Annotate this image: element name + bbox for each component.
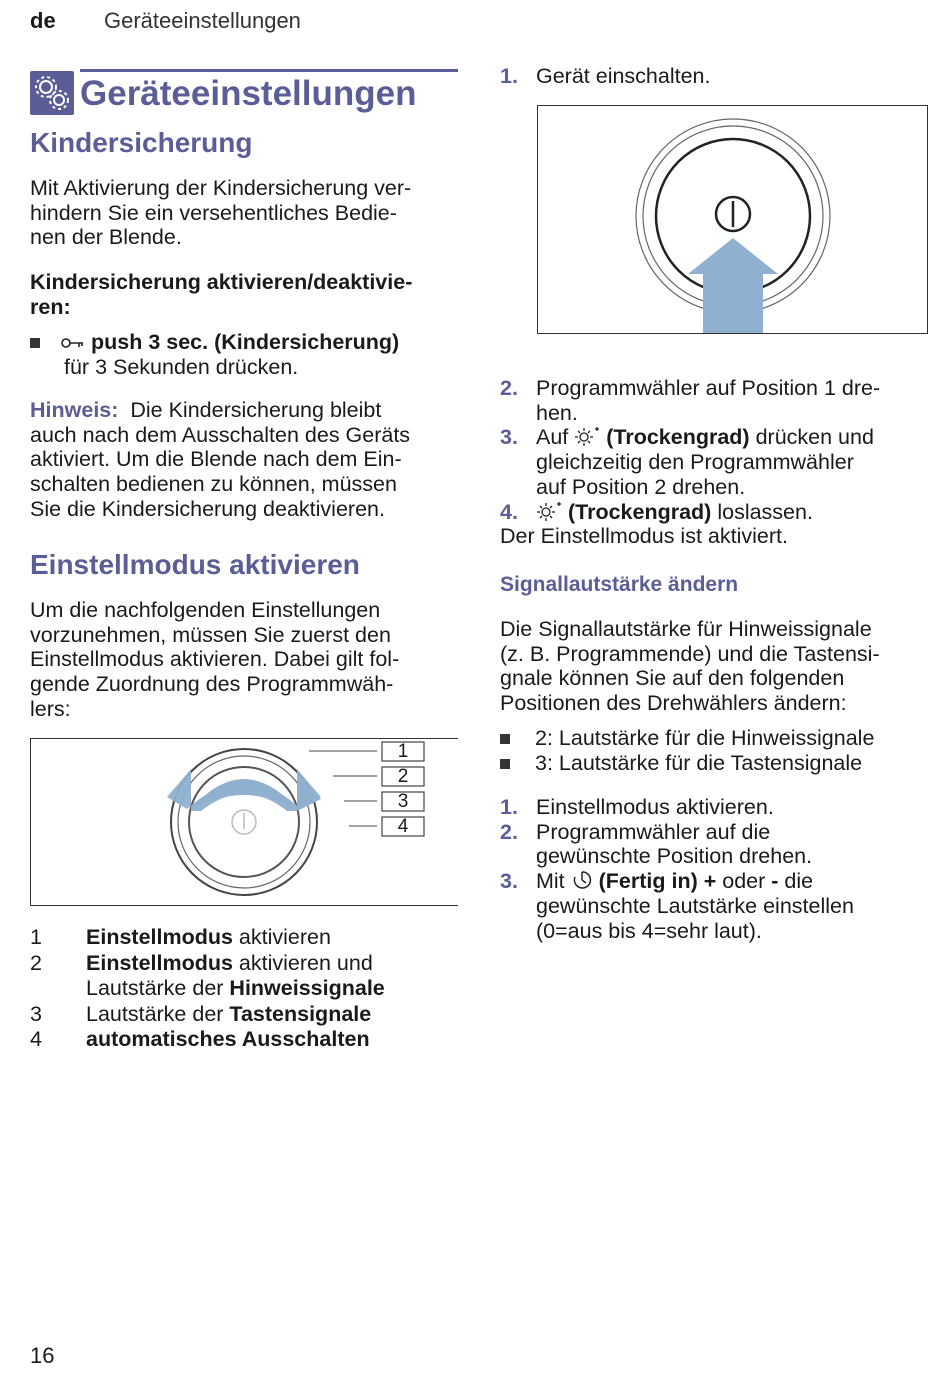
sun-plus-icon (536, 500, 562, 524)
key-icon (61, 330, 85, 354)
kindersicherung-bullet: push 3 sec. (Kindersicherung) für 3 Sekunden drücken. (30, 330, 399, 379)
heading-kindersicherung: Kindersicherung (30, 127, 253, 158)
heading-signallautstaerke: Signallautstärke ändern (500, 573, 739, 596)
legend-item: 3 Lautstärke der Tastensignale (30, 1001, 372, 1026)
note-label: Hinweis: (30, 398, 119, 422)
title-rule (80, 69, 458, 72)
legend-item: 1 Einstellmodus aktivieren (30, 925, 331, 949)
list-item: 2: Lautstärke für die Hinweissignale (500, 726, 874, 751)
language-code: de (30, 8, 56, 33)
einstellmodus-intro: Um die nachfolgenden Einstellungen vorzunehmen, müssen Sie zuerst den Einstellmodus aktivieren. Dabei gilt fol- gende Zuordnung des Programmwäh- lers: (30, 598, 400, 721)
page-title: Geräteeinstellungen (80, 74, 417, 113)
step-1: 1. Gerät einschalten. (500, 64, 711, 88)
sun-plus-icon (574, 425, 600, 449)
gear-settings-icon (30, 71, 74, 115)
bullet-marker (30, 338, 40, 348)
kindersicherung-intro: Mit Aktivierung der Kindersicherung ver- hindern Sie ein versehentliches Bedie- nen der Blende. (30, 176, 412, 250)
position-label-1: 1 (397, 741, 409, 762)
position-label-4: 4 (397, 816, 409, 837)
page-number: 16 (30, 1343, 55, 1368)
list-item: 3: Lautstärke für die Tastensignale (500, 751, 874, 776)
figure-legend (30, 925, 385, 1053)
running-header-title: Geräteeinstellungen (104, 8, 301, 33)
position-label-3: 3 (397, 791, 409, 812)
heading-einstellmodus: Einstellmodus aktivieren (30, 549, 360, 580)
signal-intro: Die Signallautstärke für Hinweissignale (z. B. Programmende) und die Tastensi- gnale können Sie auf den folgenden Positionen des Drehwählers ändern: (500, 617, 880, 716)
timer-icon (571, 869, 593, 893)
signal-steps: 1. Einstellmodus aktivieren. 2. Programmwähler auf die gewünschte Position drehen. 3. Mit (Fertig in) + oder - die gewünschte Lautstärke einstellen (0=aus bis 4=sehr laut). (500, 795, 854, 943)
position-label-2: 2 (397, 766, 409, 787)
note-block: Hinweis: Die Kindersicherung bleibt auch nach dem Ausschalten des Geräts aktiviert. Um die Blende nach dem Ein- schalten bedienen zu können, müssen Sie die Kindersicherung deaktivieren. (30, 398, 411, 521)
legend-item: 2 Einstellmodus aktivieren und (30, 950, 373, 975)
programme-selector-figure (30, 738, 458, 906)
legend-item: Lautstärke der Hinweissignale (86, 976, 385, 1000)
legend-item: 4 automatisches Ausschalten (30, 1027, 370, 1051)
signal-bullets (500, 726, 874, 775)
power-button-figure (537, 105, 928, 334)
result-text: Der Einstellmodus ist aktiviert. (500, 524, 788, 549)
kindersicherung-subheading: Kindersicherung aktivieren/deaktivie- ren: (30, 270, 413, 319)
steps-2-to-4: 2. Programmwähler auf Position 1 dre- hen. 3. Auf (Trockengrad) drücken und gleichzeitig den Programmwähler auf Position 2 drehen. 4. (Trockengrad) loslassen. Der Einstellmodus ist aktiviert. (500, 376, 881, 549)
